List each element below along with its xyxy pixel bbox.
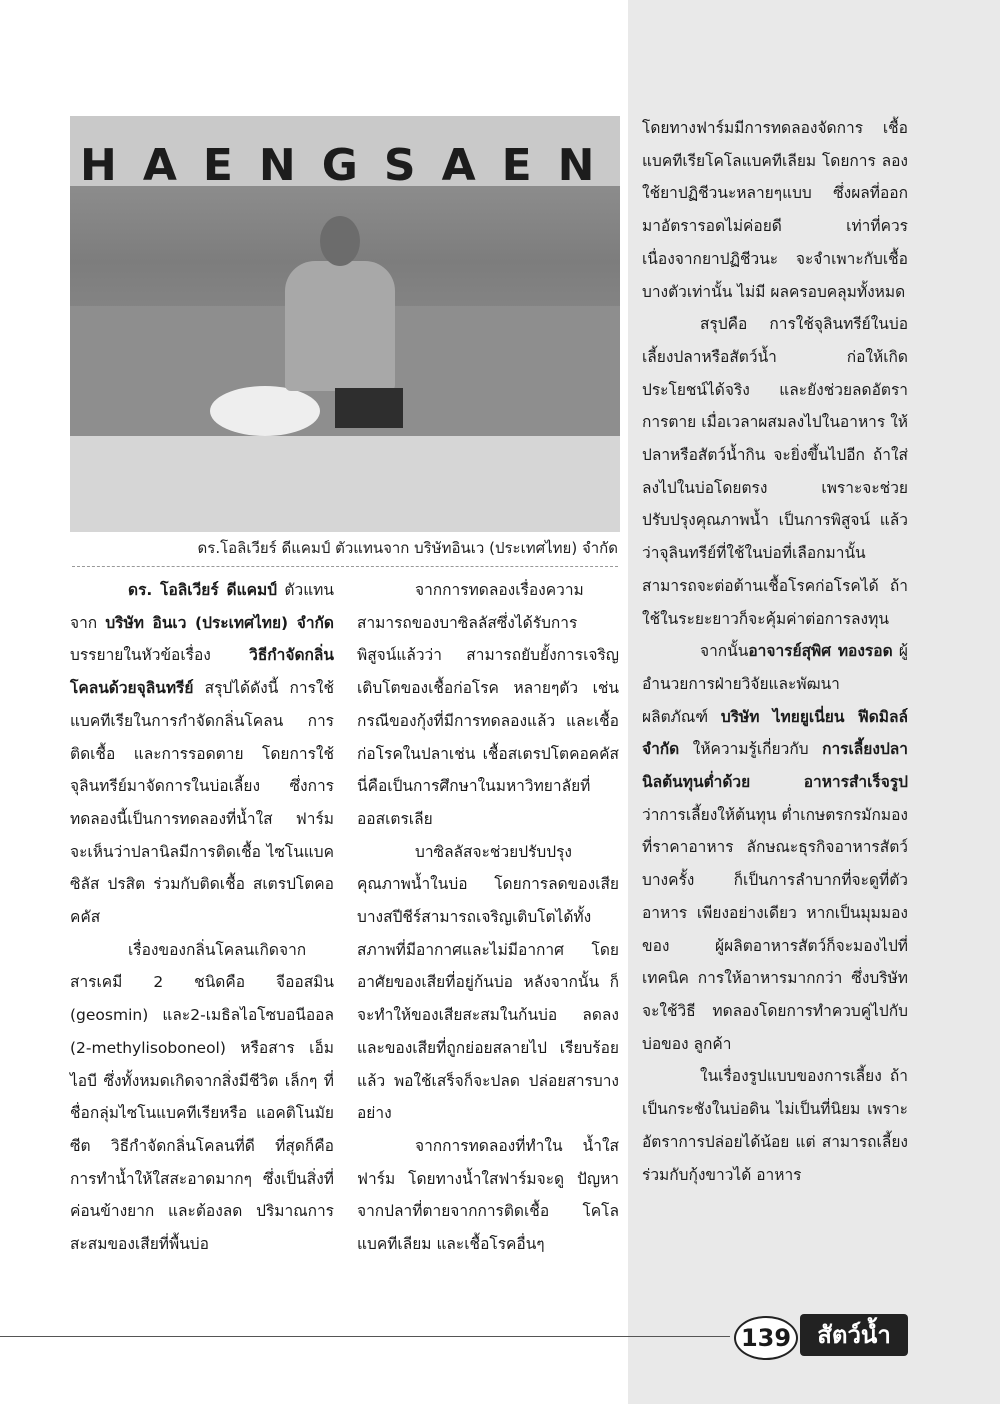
column-1 xyxy=(70,574,334,1261)
column-3-paragraph-1: โดยทางฟาร์มมีการทดลองจัดการ เชื้อแบคทีเรียโคโลแบคทีเลียม โดยการ ลองใช้ยาปฏิชีวนะหลายๆแบบ ซึ่งผลที่ออกมาอัตรารอดไม่ค่อยดี เท่าที่ควร เนื่องจากยาปฏิชีวนะ จะจำเพาะกับเชื้อบางตัวเท่านั้น ไม่มี ผลครอบคลุมทั้งหมด xyxy=(642,119,908,301)
second-topic: การเลี้ยงปลานิลต้นทุนต่ำด้วย อาหารสำเร็จรูป xyxy=(642,740,908,792)
column-3-paragraph-4: ในเรื่องรูปแบบของการเลี้ยง ถ้าเป็นกระชังในบ่อดิน ไม่เป็นที่นิยม เพราะอัตราการปล่อยได้น้อย แต่ สามารถเลี้ยงร่วมกับกุ้งขาวได้ อาหาร xyxy=(642,1067,908,1184)
stage-table xyxy=(70,436,620,532)
column-3-paragraph-3: จากนั้นอาจารย์สุพิศ ทองรอด ผู้อำนวยการฝ่ายวิจัยและพัฒนา ผลิตภัณฑ์ บริษัท ไทยยูเนี่ยน ฟีดมิลล์ จำกัด ให้ความรู้เกี่ยวกับ การเลี้ยงปลานิลต้นทุนต่ำด้วย อาหารสำเร็จรูป ว่าการเลี้ยงให้ต้นทุน ต่ำเกษตรกรมักมองที่ราคาอาหาร ลักษณะธุรกิจอาหารสัตว์บางครั้ง ก็เป็นการลำบากที่จะดูที่ตัวอาหาร เพียงอย่างเดียว หากเป็นมุมมองของ ผู้ผลิตอาหารสัตว์ก็จะมองไปที่เทคนิค การให้อาหารมากกว่า ซึ่งบริษัทจะใช้วิธี ทดลองโดยการทำควบคู่ไปกับบ่อของ ลูกค้า xyxy=(642,642,908,1053)
column-3 xyxy=(642,112,908,1191)
banner-text: HAENGSAEN xyxy=(80,140,620,191)
lecture-topic: วิธีกำจัดกลิ่นโคลนด้วยจุลินทรีย์ xyxy=(70,646,334,698)
laptop-podium xyxy=(335,388,403,428)
magazine-logo: สัตว์น้ำ xyxy=(800,1314,908,1356)
column-2-paragraph-2: บาซิลลัสจะช่วยปรับปรุง คุณภาพน้ำในบ่อ โดยการลดของเสีย บางสปีชีร์สามารถเจริญเติบโตได้ทั้ง สภาพที่มีอากาศและไม่มีอากาศ โดย อาศัยของเสียที่อยู่ก้นบ่อ หลังจากนั้น ก็จะทำให้ของเสียสะสมในก้นบ่อ ลดลง และของเสียที่ถูกย่อยสลายไป เรียบร้อยแล้ว พอใช้เสร็จก็จะปลด ปล่อยสารบางอย่าง xyxy=(357,842,619,1123)
column-1-paragraph-1: ดร. โอลิเวียร์ ดีแคมป์ ตัวแทนจาก บริษัท อินเว (ประเทศไทย) จำกัด บรรยายในหัวข้อเรื่อง วิธีกำจัดกลิ่นโคลนด้วยจุลินทรีย์ สรุปได้ดังนี้ การใช้แบคทีเรียในการกำจัดกลิ่นโคลน การติดเชื้อ และการรอดตาย โดยการใช้จุลินทรีย์มาจัดการในบ่อเลี้ยง ซึ่งการทดลองนี้เป็นการทดลองที่น้ำใส ฟาร์ม จะเห็นว่าปลานิลมีการติดเชื้อ ไซโนแบคซิลัส ปรสิต ร่วมกับติดเชื้อ สเตรปโตคอคคัส xyxy=(70,581,334,927)
speaker-figure xyxy=(285,261,395,391)
photo-caption: ดร.โอลิเวียร์ ดีแคมป์ ตัวแทนจาก บริษัทอินเว (ประเทศไทย) จำกัด xyxy=(72,536,618,567)
footer-rule xyxy=(0,1336,730,1337)
column-2-paragraph-3: จากการทดลองที่ทำใน น้ำใสฟาร์ม โดยทางน้ำใสฟาร์มจะดู ปัญหาจากปลาที่ตายจากการติดเชื้อ โคโลแบคทีเลียม และเชื้อโรคอื่นๆ xyxy=(357,1136,619,1254)
second-speaker-name: อาจารย์สุพิศ ทองรอด xyxy=(748,642,893,661)
column-1-paragraph-2: เรื่องของกลิ่นโคลนเกิดจาก สารเคมี 2 ชนิดคือ จีออสมิน (geosmin) และ2-เมธิลไอโซบอนีออล (2-methylisoboneol) หรือสาร เอ็มไอบี ซึ่งทั้งหมดเกิดจากสิ่งมีชีวิต เล็กๆ ที่ชื่อกลุ่มไซโนแบคทีเรียหรือ แอคติโนมัยซีต วิธีกำจัดกลิ่นโคลนที่ดี ที่สุดก็คือ การทำน้ำให้ใสสะอาดมากๆ ซึ่งเป็นสิ่งที่ค่อนข้างยาก และต้องลด ปริมาณการสะสมของเสียที่พื้นบ่อ xyxy=(70,940,334,1254)
article-photo xyxy=(70,116,620,532)
column-2-paragraph-1: จากการทดลองเรื่องความ สามารถของบาซิลลัสซึ่งได้รับการ พิสูจน์แล้วว่า สามารถยับยั้งการเจริญ เติบโตของเชื้อก่อโรค หลายๆตัว เช่น กรณีของกุ้งที่มีการทดลองแล้ว และเชื้อ ก่อโรคในปลาเช่น เชื้อสเตรปโตคอคคัส นี่คือเป็นการศึกษาในมหาวิทยาลัยที่ ออสเตรเลีย xyxy=(357,581,619,828)
flower-arrangement xyxy=(210,386,320,436)
speaker-name: ดร. โอลิเวียร์ ดีแคมป์ xyxy=(128,581,278,599)
speaker-head xyxy=(320,216,360,266)
column-2 xyxy=(357,574,619,1261)
company-name: บริษัท อินเว (ประเทศไทย) จำกัด xyxy=(105,613,334,632)
page-number: 139 xyxy=(734,1316,798,1360)
second-company-name: บริษัท ไทยยูเนี่ยน ฟีดมิลล์ จำกัด xyxy=(642,707,908,759)
column-3-paragraph-2: สรุปคือ การใช้จุลินทรีย์ในบ่อ เลี้ยงปลาหรือสัตว์น้ำ ก่อให้เกิด ประโยชน์ได้จริง และยังช่วยลดอัตรา การตาย เมื่อเวลาผสมลงไปในอาหาร ให้ปลาหรือสัตว์น้ำกิน จะยิ่งขึ้นไปอีก ถ้าใส่ลงไปในบ่อโดยตรง เพราะจะช่วย ปรับปรุงคุณภาพน้ำ เป็นการพิสูจน์ แล้วว่าจุลินทรีย์ที่ใช้ในบ่อที่เลือกมานั้น สามารถจะต่อต้านเชื้อโรคก่อโรคได้ ถ้าใช้ในระยะยาวก็จะคุ้มค่าต่อการลงทุน xyxy=(642,315,908,628)
